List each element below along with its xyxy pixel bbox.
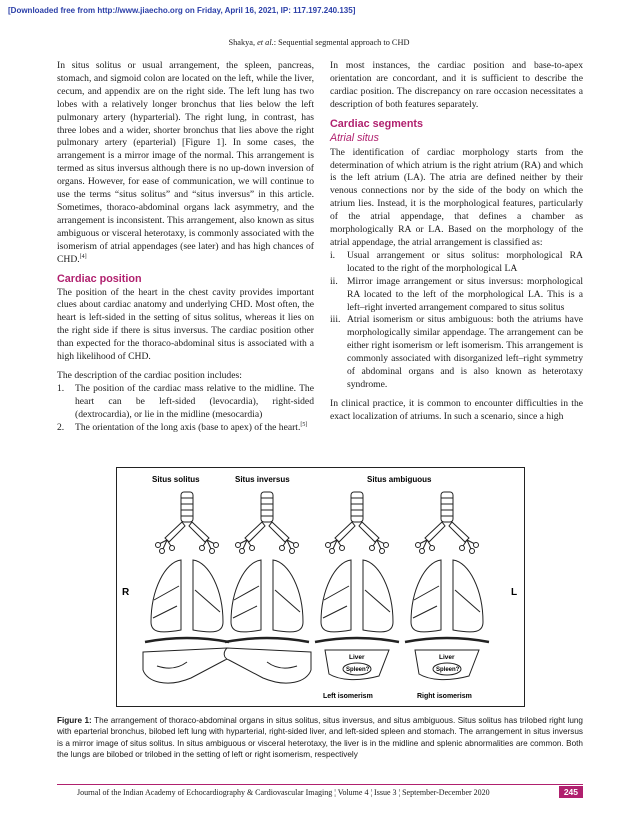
paragraph-description: The description of the cardiac position includes: (57, 369, 242, 381)
paragraph-atrial: The identification of cardiac morphology starts from the determination of which atrium is the right atrium (RA) and which is the left atrium (LA). The atria are defined neither by their venous connections nor by the side of the body on which the atrium lies. Instead, it is the morphological features, particularly of the atrial appendage, that defines a chamber as morphologically RA or LA. Based on the morphology of the atrial appendage, the atrial arrangement is classified as: (330, 146, 583, 248)
running-head: Shakya, et al.: Sequential segmental approach to CHD (228, 38, 410, 47)
bronchial-tree-inversus (236, 492, 299, 554)
right-column (330, 60, 583, 430)
position-list (57, 383, 314, 435)
spleen-label: Spleen? (436, 667, 460, 673)
diaphragm-right-isomerism (405, 638, 489, 642)
abdomen-left-isomerism (325, 650, 389, 680)
heading-cardiac-segments: Cardiac segments (330, 117, 424, 130)
figure-situs-diagram (116, 467, 525, 707)
journal-footer-text: Journal of the Indian Academy of Echocardiography & Cardiovascular Imaging ¦ Volume 4 ¦ Issue 3 ¦ September-December 2020 (77, 788, 490, 797)
abdomen-solitus (143, 648, 230, 683)
label-right-isomerism: Right isomerism (417, 693, 472, 700)
heading-atrial-situs: Atrial situs (330, 131, 379, 144)
label-left: L (511, 587, 518, 598)
list-item: 1. The position of the cardiac mass relative to the midline. The heart can be left-sided (levocardia), right-sided (dextrocardia), or lie in the midline (mesocardia) (57, 382, 314, 420)
abdomen-inversus (224, 648, 311, 683)
list-item: ii. Mirror image arrangement or situs inversus: morphological RA located to the left of the morphological LA. This is a left–right inverted arrangement compared to situs solitus (330, 275, 583, 313)
list-item: 2. The orientation of the long axis (base to apex) of the heart.[5] (57, 421, 308, 433)
label-right: R (122, 587, 130, 598)
bronchial-tree-left-isomerism (326, 492, 389, 554)
label-left-isomerism: Left isomerism (323, 693, 373, 700)
arrangement-list (330, 250, 583, 392)
paragraph-clinical: In clinical practice, it is common to encounter difficulties in the exact localization of atriums. In such a scenario, since a high (330, 397, 583, 422)
abdomen-right-isomerism (415, 650, 479, 680)
page-number: 245 (559, 786, 583, 798)
liver-label: Liver (349, 654, 365, 661)
lungs-left-isomerism (321, 560, 393, 632)
spleen-label: Spleen? (346, 667, 370, 673)
paragraph-orientation: In most instances, the cardiac position and base-to-apex orientation are concordant, and it is sufficient to describe the cardiac position. The discrepancy on rare occasion necessitates a description of both features separately. (330, 60, 583, 110)
figure-caption: Figure 1: The arrangement of thoraco-abdominal organs in situs solitus, situs inversus, and situs ambiguous. Situs solitus has trilobed right lung with eparterial bronchus, bilobed left lung with hyparterial, right-sided liver, and left-sided spleen and stomach. The arrangement in situs inversus is a mirror image of situs solitus. In situs ambiguous or visceral heterotaxy, the liver is in the midline and splenic abnormalities are common. Both the lungs are bilobed or trilobed in the setting of left or right isomerism, respectively (57, 716, 583, 759)
label-situs-inversus: Situs inversus (235, 475, 290, 484)
diaphragm-inversus (225, 638, 309, 642)
lungs-inversus (231, 560, 303, 632)
label-situs-solitus: Situs solitus (152, 475, 200, 484)
left-column (57, 60, 314, 440)
list-item: i. Usual arrangement or situs solitus: morphological RA located to the right of the morphological LA (330, 249, 583, 274)
bronchial-tree-solitus (156, 492, 219, 554)
page-footer (57, 784, 583, 798)
heading-cardiac-position: Cardiac position (57, 272, 142, 285)
bronchial-tree-right-isomerism (416, 492, 479, 554)
download-banner: [Downloaded free from http://www.jiaecho.org on Friday, April 16, 2021, IP: 117.197.240.135] (8, 6, 356, 15)
lungs-right-isomerism (411, 560, 483, 632)
label-situs-ambiguous: Situs ambiguous (367, 475, 432, 484)
paragraph-situs: In situs solitus or usual arrangement, the spleen, pancreas, stomach, and sigmoid colon are located on the left, while the liver, cecum, and appendix are on the right side. The left lung has two lobes with a relatively longer bronchus that lies below the left pulmonary artery (hyparterial). The right lung, in contrast, has three lobes and a wider, shorter bronchus that lies above the right pulmonary artery (eparterial) [Figure 1]. In some cases, the arrangement is a mirror image of the normal. This arrangement is termed as situs inversus although there is no up-down inversion of organs. However, for ease of communication, we will continue to use the terms “situs solitus” and “situs inversus” in this article. Sometimes, thoraco-abdominal organs lack asymmetry, and the arrangement is inconsistent. This arrangement, also known as situs ambiguous or visceral heterotaxy, is commonly associated with the isomerism of atrial appendages (see later) and has high chances of CHD.[4] (57, 60, 315, 265)
diaphragm-solitus (145, 638, 229, 642)
situs-illustration (117, 468, 524, 706)
paragraph-position: The position of the heart in the chest cavity provides important clues about cardiac anatomy and underlying CHD. Most often, the heart is left-sided in the setting of situs solitus, whereas it lies on the right side if there is situs inversus. The cardiac position other than expected for the thoraco-abdominal situs is associated with a high likelihood of CHD. (57, 286, 314, 363)
diaphragm-left-isomerism (315, 638, 399, 642)
liver-label: Liver (439, 654, 455, 661)
list-item: iii. Atrial isomerism or situs ambiguous: both the atriums have morphologically similar appendage. The arrangement can be either right isomerism or left isomerism. This arrangement is commonly associated with disorganized left–right symmetry of abdominal organs and is also known as heterotaxy syndrome. (330, 314, 583, 390)
lungs-solitus (151, 560, 223, 632)
